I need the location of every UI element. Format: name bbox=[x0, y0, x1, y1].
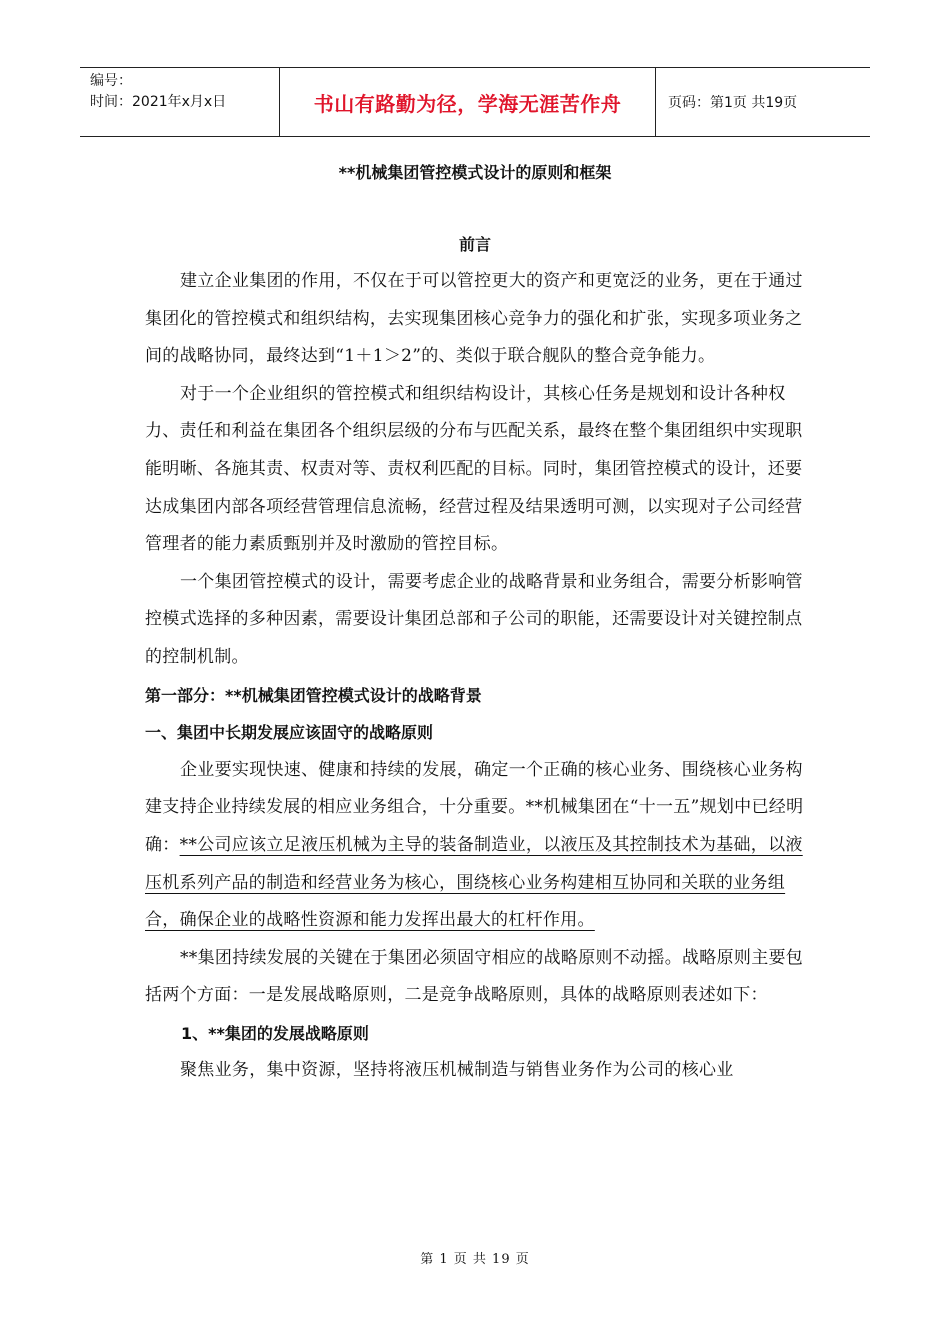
date-label: 时间：2021年x月x日 bbox=[90, 94, 227, 110]
header-meta bbox=[80, 68, 280, 136]
document-body bbox=[145, 263, 810, 1090]
document-header bbox=[80, 67, 870, 137]
section-heading: 一、集团中长期发展应该固守的战略原则 bbox=[145, 723, 434, 743]
document-title: **机械集团管控模式设计的原则和框架 bbox=[338, 163, 612, 182]
header-motto: 书山有路勤为径，学海无涯苦作舟 bbox=[280, 68, 656, 136]
paragraph bbox=[145, 752, 810, 940]
preface-heading: 前言 bbox=[458, 235, 491, 254]
header-page-info: 页码：第1页 共19页 bbox=[668, 95, 798, 111]
underlined-text: **公司应该立足液压机械为主导的装备制造业，以液压及其控制技术为基础，以液压机系列产品的制造和经营业务为核心，围绕核心业务构建相互协同和关联的业务组合，确保企业的战略性资源和能力发挥出最大的杠杆作用。 bbox=[145, 834, 803, 931]
paragraph-text: 企业要实现快速、健康和持续的发展，确定一个正确的核心业务、围绕核心业务构建支持企业持续发展的相应业务组合，十分重要。**机械集团在“十一五”规划中已经明确： bbox=[145, 759, 804, 855]
paragraph: 建立企业集团的作用，不仅在于可以管控更大的资产和更宽泛的业务，更在于通过集团化的管控模式和组织结构，去实现集团核心竞争力的强化和扩张，实现多项业务之间的战略协同，最终达到“1＋1＞2”的、类似于联合舰队的整合竞争能力。 bbox=[145, 271, 803, 367]
paragraph: 聚焦业务，集中资源，坚持将液压机械制造与销售业务作为公司的核心业 bbox=[180, 1060, 734, 1081]
paragraph: 一个集团管控模式的设计，需要考虑企业的战略背景和业务组合，需要分析影响管控模式选择的多种因素，需要设计集团总部和子公司的职能，还需要设计对关键控制点的控制机制。 bbox=[145, 571, 803, 667]
paragraph: **集团持续发展的关键在于集团必须固守相应的战略原则不动摇。战略原则主要包括两个方面：一是发展战略原则，二是竞争战略原则，具体的战略原则表述如下： bbox=[145, 947, 804, 1006]
subsection-heading: 1、**集团的发展战略原则 bbox=[181, 1023, 369, 1043]
serial-number-label: 编号： bbox=[90, 73, 132, 89]
page-footer: 第 1 页 共 19 页 bbox=[420, 1252, 530, 1267]
part-heading: 第一部分：**机械集团管控模式设计的战略背景 bbox=[145, 685, 482, 705]
paragraph: 对于一个企业组织的管控模式和组织结构设计，其核心任务是规划和设计各种权力、责任和利益在集团各个组织层级的分布与匹配关系，最终在整个集团组织中实现职能明晰、各施其责、权责对等、责权利匹配的目标。同时，集团管控模式的设计，还要达成集团内部各项经营管理信息流畅，经营过程及结果透明可测，以实现对子公司经营管理者的能力素质甄别并及时激励的管控目标。 bbox=[145, 383, 803, 555]
